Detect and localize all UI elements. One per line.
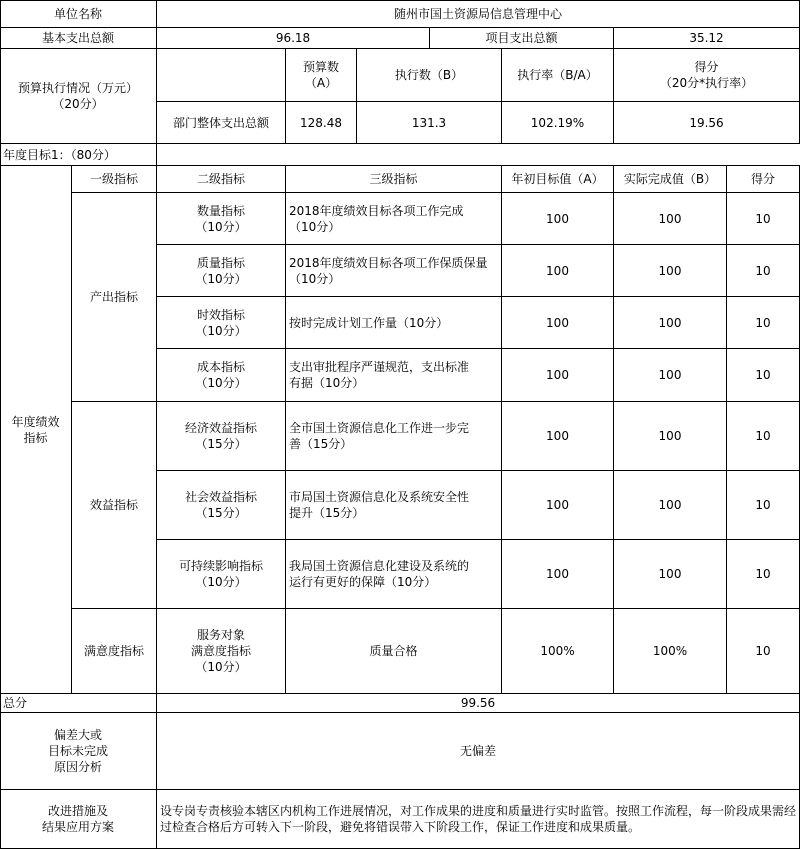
level3-line1: 2018年度绩效目标各项工作保质保量 [289,255,488,270]
satisfaction-level2-line3: （10分） [195,660,247,674]
level2-cell [157,471,286,540]
level2-name: 经济效益指标 [184,421,257,435]
row-score: 10 [727,402,800,471]
target-value: 100 [502,245,614,297]
deviation-label-line1: 偏差大或 [53,728,102,742]
budget-execution-label [0,49,157,144]
level2-cell [157,349,286,402]
level3-line2: 运行有更好的保障（10分） [289,575,437,589]
budget-amount-header [286,49,357,102]
budget-amount-header-line1: 预算数 [302,60,339,74]
level2-cell [157,193,286,245]
satisfaction-target-value: 100% [502,609,614,694]
satisfaction-level2-line1: 服务对象 [196,628,245,642]
row-score: 10 [727,471,800,540]
improvement-value-text: 设专岗专责核验本辖区内机构工作进展情况，对工作成果的进度和质量进行实时监管。按照工作流程，每一阶段成果需经过检查合格后方可转入下一阶段，避免将错误带入下阶段工作，保证工作进度和成果质量。 [160,804,797,834]
level2-points: （10分） [195,376,247,390]
level3-line1: 按时完成计划工作量（10分） [289,315,449,330]
level2-cell [157,402,286,471]
level2-name: 成本指标 [196,360,245,374]
level3-line2: （10分） [289,219,341,234]
target-value: 100 [502,402,614,471]
executed-amount-value: 131.3 [357,102,502,144]
header-level1: 一级指标 [72,166,157,193]
unit-name-label: 单位名称 [0,0,157,28]
level2-name: 社会效益指标 [184,490,257,504]
annual-goal-label: 年度目标1：（80分） [0,144,157,166]
basic-expense-value: 96.18 [157,28,430,49]
level2-cell [157,540,286,609]
budget-label-line2: （20分） [52,97,104,111]
level3-line2: （10分） [289,271,341,286]
improvement-label-line1: 改进措施及 [47,804,108,818]
level3-cell [286,540,502,609]
budget-amount-header-line2: （A） [304,76,338,90]
header-level2: 二级指标 [157,166,286,193]
satisfaction-level3-cell: 质量合格 [286,609,502,694]
deviation-label-line3: 原因分析 [53,760,102,774]
annual-indicators-label [0,166,72,694]
improvement-label-line2: 结果应用方案 [41,820,114,834]
target-value: 100 [502,193,614,245]
deviation-value: 无偏差 [157,713,800,790]
level3-cell [286,193,502,245]
level3-line2: 提升（15分） [289,506,365,520]
level3-line1: 2018年度绩效目标各项工作完成 [289,203,464,218]
level3-cell [286,349,502,402]
deviation-label [0,713,157,790]
target-value: 100 [502,297,614,349]
unit-name-value: 随州市国土资源局信息管理中心 [157,0,800,28]
basic-expense-label: 基本支出总额 [0,28,157,49]
header-target: 年初目标值（A） [502,166,614,193]
level3-cell [286,297,502,349]
level3-cell [286,245,502,297]
level3-line2: 有据（10分） [289,376,365,390]
level2-name: 时效指标 [196,307,245,322]
row-score: 10 [727,193,800,245]
project-expense-label: 项目支出总额 [430,28,614,49]
execution-rate-header: 执行率（B/A） [502,49,614,102]
level2-points: （15分） [195,506,247,520]
improvement-label [0,790,157,849]
level3-cell [286,471,502,540]
satisfaction-score: 10 [727,609,800,694]
budget-amount-value: 128.48 [286,102,357,144]
benefit-indicator-group: 效益指标 [72,402,157,609]
satisfaction-indicator-group: 满意度指标 [72,609,157,694]
total-score-value: 99.56 [157,694,800,713]
budget-score-header [614,49,800,102]
actual-value: 100 [614,193,727,245]
budget-header-blank [157,49,286,102]
output-indicator-group: 产出指标 [72,193,157,402]
indicators-label-line2: 指标 [23,430,48,445]
level3-line1: 我局国土资源信息化建设及系统的 [289,559,470,573]
target-value: 100 [502,349,614,402]
budget-label-line1: 预算执行情况（万元） [17,81,138,95]
actual-value: 100 [614,540,727,609]
row-score: 10 [727,245,800,297]
header-score: 得分 [727,166,800,193]
actual-value: 100 [614,297,727,349]
level2-name: 可持续影响指标 [178,559,263,573]
deviation-label-line2: 目标未完成 [47,744,108,758]
actual-value: 100 [614,402,727,471]
budget-score-header-line1: 得分 [694,60,719,74]
row-score: 10 [727,540,800,609]
level2-name: 质量指标 [196,255,245,270]
indicators-label-line1: 年度绩效 [11,414,60,429]
level2-points: （10分） [195,323,247,338]
level3-line1: 支出审批程序严谨规范，支出标准 [289,360,470,374]
actual-value: 100 [614,471,727,540]
actual-value: 100 [614,349,727,402]
level2-cell [157,245,286,297]
total-score-label: 总分 [0,694,157,713]
executed-amount-header: 执行数（B） [357,49,502,102]
execution-rate-value: 102.19% [502,102,614,144]
target-value: 100 [502,471,614,540]
improvement-value-cell [157,790,800,849]
project-expense-value: 35.12 [614,28,800,49]
row-score: 10 [727,297,800,349]
level2-points: （10分） [195,575,247,589]
satisfaction-level2-cell [157,609,286,694]
level3-cell [286,402,502,471]
header-level3: 三级指标 [286,166,502,193]
row-score: 10 [727,349,800,402]
target-value: 100 [502,540,614,609]
annual-goal-blank [157,144,800,166]
level3-line2: 善（15分） [289,437,353,451]
budget-score-header-line2: （20分*执行率） [659,76,754,90]
level2-points: （10分） [195,219,247,234]
actual-value: 100 [614,245,727,297]
level3-line1: 全市国土资源信息化工作进一步完 [289,421,470,435]
header-actual: 实际完成值（B） [614,166,727,193]
satisfaction-level2-line2: 满意度指标 [190,644,251,658]
level2-points: （15分） [195,437,247,451]
level2-name: 数量指标 [196,203,245,218]
satisfaction-actual-value: 100% [614,609,727,694]
level2-cell [157,297,286,349]
total-expense-label: 部门整体支出总额 [157,102,286,144]
level3-line1: 市局国土资源信息化及系统安全性 [289,490,470,504]
level2-points: （10分） [195,271,247,286]
budget-score-value: 19.56 [614,102,800,144]
